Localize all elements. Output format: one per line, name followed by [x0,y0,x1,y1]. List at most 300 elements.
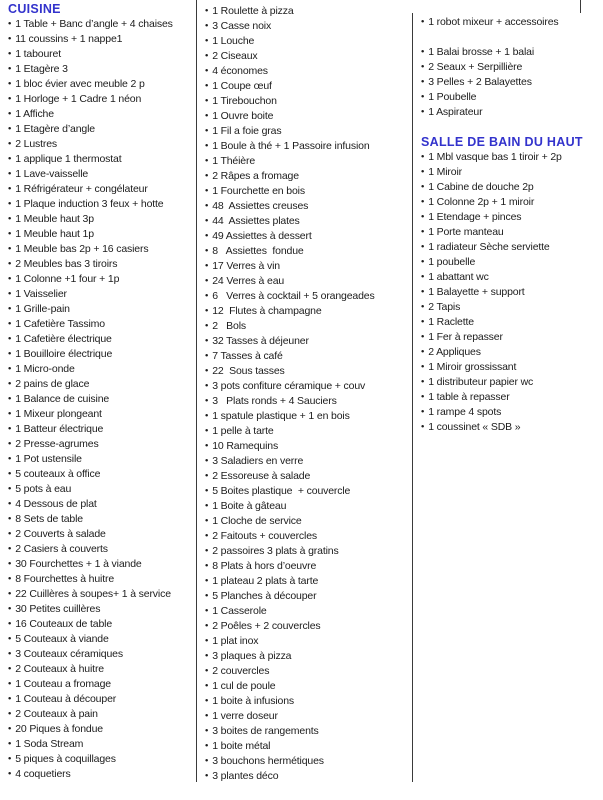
list-item [8,197,194,212]
bullet-icon: • [205,395,209,407]
list-item [8,242,194,257]
item-text: 1 Fourchette en bois [212,185,305,197]
item-text: 1 Horloge + 1 Cadre 1 néon [15,93,142,105]
list-item [8,272,194,287]
item-text: 1 Grille-pain [15,303,70,315]
bullet-icon: • [205,575,209,587]
item-text: 1 plateau 2 plats à tarte [212,575,319,587]
item-text: 1 Réfrigérateur + congélateur [15,183,148,195]
item-text: 1 distributeur papier wc [428,376,534,388]
list-item [421,15,601,30]
item-text: 1 Colonne 2p + 1 miroir [428,196,535,208]
bullet-icon: • [205,185,209,197]
bullet-icon: • [205,335,209,347]
list-item [421,315,601,330]
list-item [205,319,409,334]
bullet-icon: • [205,155,209,167]
list-item [8,92,194,107]
list-item [421,90,601,105]
item-text: 6 Verres à cocktail + 5 orangeades [212,290,375,302]
item-text: 4 économes [212,65,268,77]
list-item [421,165,601,180]
item-text: 1 Meuble bas 2p + 16 casiers [15,243,149,255]
item-text: 1 coussinet « SDB » [428,421,521,433]
item-text: 2 Couteaux à pain [15,708,98,720]
bullet-icon: • [421,421,425,433]
blank-line [421,120,601,135]
bullet-icon: • [8,468,12,480]
item-text: 3 Couteaux céramiques [15,648,123,660]
list-item [8,62,194,77]
bullet-icon: • [8,498,12,510]
item-text: 3 boites de rangements [212,725,319,737]
list-item [8,602,194,617]
item-text: 1 Louche [212,35,255,47]
list-item [205,739,409,754]
bullet-icon: • [421,226,425,238]
item-text: 5 Planches à découper [212,590,317,602]
bullet-icon: • [205,305,209,317]
item-text: 2 Appliques [428,346,481,358]
item-text: 1 Porte manteau [428,226,504,238]
bullet-icon: • [8,528,12,540]
list-item [8,17,194,32]
item-text: 2 Presse-agrumes [15,438,99,450]
item-text: 1 poubelle [428,256,476,268]
item-text: 2 Casiers à couverts [15,543,108,555]
list-item [8,47,194,62]
item-text: 1 Cloche de service [212,515,302,527]
list-item [8,212,194,227]
bullet-icon: • [205,665,209,677]
item-text: 1 Tirebouchon [212,95,277,107]
item-text: 3 pots confiture céramique + couv [212,380,366,392]
bullet-icon: • [8,363,12,375]
item-text: 1 rampe 4 spots [428,406,502,418]
list-item [421,195,601,210]
list-item [8,107,194,122]
column-kitchen-2 [205,4,409,784]
bullet-icon: • [8,693,12,705]
bullet-icon: • [205,215,209,227]
bullet-icon: • [8,543,12,555]
list-item [205,574,409,589]
list-item [8,347,194,362]
bullet-icon: • [8,183,12,195]
bullet-icon: • [8,168,12,180]
item-text: 3 bouchons hermétiques [212,755,324,767]
list-item [205,4,409,19]
list-item [205,49,409,64]
bullet-icon: • [8,228,12,240]
bullet-icon: • [205,260,209,272]
bullet-icon: • [205,725,209,737]
bullet-icon: • [8,78,12,90]
list-item [205,244,409,259]
list-item [8,32,194,47]
bullet-icon: • [8,348,12,360]
item-text: 1 Cabine de douche 2p [428,181,534,193]
bullet-icon: • [205,755,209,767]
bullet-icon: • [421,346,425,358]
bullet-icon: • [205,695,209,707]
bullet-icon: • [205,710,209,722]
list-item [205,634,409,649]
item-text: 48 Assiettes creuses [212,200,309,212]
list-item [8,332,194,347]
list-item [8,317,194,332]
bullet-icon: • [205,65,209,77]
list-item [421,45,601,60]
list-item [421,285,601,300]
bullet-icon: • [205,770,209,782]
bullet-icon: • [205,245,209,257]
list-item [421,330,601,345]
item-text: 1 Etagère d’angle [15,123,95,135]
item-text: 1 Etendage + pinces [428,211,522,223]
item-text: 7 Tasses à café [212,350,283,362]
bullet-icon: • [421,166,425,178]
item-text: 1 abattant wc [428,271,489,283]
item-text: 5 Boites plastique + couvercle [212,485,351,497]
bullet-icon: • [205,425,209,437]
bullet-icon: • [8,108,12,120]
bullet-icon: • [205,530,209,542]
bullet-icon: • [8,93,12,105]
item-text: 1 Couteau a fromage [15,678,111,690]
bullet-icon: • [421,256,425,268]
item-text: 1 Etagère 3 [15,63,68,75]
list-item [205,439,409,454]
bullet-icon: • [8,63,12,75]
item-text: 2 Faitouts + couvercles [212,530,317,542]
list-item [8,437,194,452]
bullet-icon: • [8,378,12,390]
list-item [205,559,409,574]
list-item [8,407,194,422]
list-item [421,345,601,360]
item-text: 8 Sets de table [15,513,83,525]
bullet-icon: • [205,440,209,452]
list-item [8,362,194,377]
bullet-icon: • [8,273,12,285]
list-item [421,300,601,315]
item-text: 12 Flutes à champagne [212,305,322,317]
list-item [8,662,194,677]
list-item [205,199,409,214]
list-item [421,390,601,405]
list-item [205,304,409,319]
list-item [8,677,194,692]
item-text: 20 Piques à fondue [15,723,103,735]
list-item [8,767,194,782]
item-text: 1 Casserole [212,605,267,617]
list-item [8,542,194,557]
list-item [205,754,409,769]
list-item [8,452,194,467]
item-text: 1 radiateur Sèche serviette [428,241,550,253]
item-text: 1 Miroir grossissant [428,361,517,373]
list-item [205,349,409,364]
list-item [205,484,409,499]
item-text: 5 piques à coquillages [15,753,116,765]
list-item [8,392,194,407]
item-text: 2 Meubles bas 3 tiroirs [15,258,118,270]
list-item [8,152,194,167]
item-text: 1 Coupe œuf [212,80,272,92]
bullet-icon: • [421,61,425,73]
column-kitchen-1 [8,2,194,782]
list-item [8,422,194,437]
item-text: 2 passoires 3 plats à gratins [212,545,339,557]
item-text: 24 Verres à eau [212,275,285,287]
list-item [205,424,409,439]
bullet-icon: • [8,768,12,780]
item-text: 8 Fourchettes à huitre [15,573,115,585]
bullet-icon: • [205,485,209,497]
item-text: 2 Seaux + Serpillière [428,61,523,73]
list-item [8,497,194,512]
list-item [421,240,601,255]
bullet-icon: • [205,500,209,512]
list-item [8,617,194,632]
bullet-icon: • [8,408,12,420]
bullet-icon: • [8,573,12,585]
bullet-icon: • [421,16,425,28]
item-text: 1 cul de poule [212,680,276,692]
item-text: 22 Cuillères à soupes+ 1 à service [15,588,171,600]
bullet-icon: • [205,230,209,242]
bullet-icon: • [8,663,12,675]
list-item [205,409,409,424]
list-item [205,79,409,94]
list-item [8,167,194,182]
list-item [205,334,409,349]
bullet-icon: • [421,271,425,283]
item-text: 8 Assiettes fondue [212,245,304,257]
item-text: 16 Couteaux de table [15,618,113,630]
item-text: 1 Balayette + support [428,286,525,298]
bullet-icon: • [8,618,12,630]
item-text: 11 coussins + 1 nappe1 [15,33,123,45]
item-text: 3 Saladiers en verre [212,455,304,467]
item-text: 5 pots à eau [15,483,72,495]
item-text: 22 Sous tasses [212,365,285,377]
bullet-icon: • [205,110,209,122]
item-text: 4 coquetiers [15,768,71,780]
bullet-icon: • [8,258,12,270]
bullet-icon: • [421,361,425,373]
list-item [205,214,409,229]
bullet-icon: • [421,376,425,388]
list-item [421,225,601,240]
bullet-icon: • [421,151,425,163]
bullet-icon: • [421,106,425,118]
bullet-icon: • [205,605,209,617]
list-item [8,137,194,152]
blank-line [421,30,601,45]
bullet-icon: • [8,483,12,495]
list-item [205,394,409,409]
bullet-icon: • [205,95,209,107]
list-item [205,19,409,34]
item-text: 44 Assiettes plates [212,215,300,227]
item-text: 1 Meuble haut 3p [15,213,94,225]
list-item [8,572,194,587]
item-text: 1 boite métal [212,740,271,752]
list-item [421,405,601,420]
item-text: 1 Mixeur plongeant [15,408,102,420]
list-item [8,512,194,527]
item-text: 1 robot mixeur + accessoires [428,16,559,28]
bullet-icon: • [8,393,12,405]
item-text: 1 Miroir [428,166,462,178]
item-text: 1 Meuble haut 1p [15,228,94,240]
bullet-icon: • [421,46,425,58]
bullet-icon: • [8,33,12,45]
list-item [8,227,194,242]
item-text: 1 Batteur électrique [15,423,104,435]
item-text: 4 Dessous de plat [15,498,97,510]
column-right [421,15,601,435]
item-text: 2 Lustres [15,138,58,150]
item-text: 30 Fourchettes + 1 à viande [15,558,142,570]
bullet-icon: • [205,80,209,92]
bullet-icon: • [205,680,209,692]
item-text: 1 Lave-vaisselle [15,168,89,180]
item-text: 1 Colonne +1 four + 1p [15,273,120,285]
item-text: 1 spatule plastique + 1 en bois [212,410,350,422]
list-item [8,722,194,737]
item-text: 1 Bouilloire électrique [15,348,113,360]
bullet-icon: • [205,50,209,62]
item-text: 1 Fil a foie gras [212,125,282,137]
item-text: 2 Couverts à salade [15,528,106,540]
item-text: 30 Petites cuillères [15,603,101,615]
list-item [421,375,601,390]
list-item [205,109,409,124]
column-divider-left [196,0,197,782]
list-item [8,557,194,572]
column-divider-right [412,13,413,782]
bullet-icon: • [8,303,12,315]
list-item [205,169,409,184]
item-text: 1 Ouvre boite [212,110,274,122]
section-header-salle-de-bain-du-haut: SALLE DE BAIN DU HAUT [421,135,583,149]
list-item [205,769,409,784]
item-text: 1 Poubelle [428,91,477,103]
list-item [8,737,194,752]
bullet-icon: • [8,213,12,225]
item-text: 1 Aspirateur [428,106,483,118]
bullet-icon: • [205,125,209,137]
item-text: 1 Couteau à découper [15,693,117,705]
bullet-icon: • [421,301,425,313]
item-text: 1 boite à infusions [212,695,294,707]
item-text: 1 Cafetière Tassimo [15,318,105,330]
item-text: 2 Poêles + 2 couvercles [212,620,321,632]
list-item [8,287,194,302]
list-item [205,529,409,544]
item-text: 8 Plats à hors d’oeuvre [212,560,317,572]
bullet-icon: • [8,723,12,735]
list-item [205,709,409,724]
list-item [8,707,194,722]
list-item [8,302,194,317]
item-text: 2 Bols [212,320,247,332]
bullet-icon: • [8,648,12,660]
item-text: 1 pelle à tarte [212,425,274,437]
list-item [421,60,601,75]
list-item [8,377,194,392]
column-divider-top-stub [580,0,581,13]
bullet-icon: • [421,391,425,403]
list-item [8,122,194,137]
bullet-icon: • [8,123,12,135]
bullet-icon: • [421,241,425,253]
list-item [421,105,601,120]
list-item [205,649,409,664]
list-item [421,255,601,270]
list-item [8,527,194,542]
bullet-icon: • [205,35,209,47]
bullet-icon: • [8,48,12,60]
section-header-cuisine: CUISINE [8,2,61,16]
item-text: 49 Assiettes à dessert [212,230,312,242]
list-item [205,64,409,79]
item-text: 1 verre doseur [212,710,278,722]
list-item [205,604,409,619]
item-text: 1 Balance de cuisine [15,393,110,405]
list-item [205,379,409,394]
list-item [205,139,409,154]
bullet-icon: • [205,20,209,32]
list-item [421,75,601,90]
bullet-icon: • [205,170,209,182]
item-text: 1 Fer à repasser [428,331,503,343]
list-item [421,270,601,285]
item-text: 1 tabouret [15,48,61,60]
bullet-icon: • [205,200,209,212]
bullet-icon: • [8,18,12,30]
bullet-icon: • [8,738,12,750]
bullet-icon: • [421,181,425,193]
list-item [205,94,409,109]
item-text: 3 plaques à pizza [212,650,292,662]
list-item [205,619,409,634]
list-item [205,514,409,529]
list-item [8,587,194,602]
item-text: 1 Balai brosse + 1 balai [428,46,535,58]
list-item [8,482,194,497]
item-text: 1 Micro-onde [15,363,75,375]
bullet-icon: • [421,196,425,208]
item-text: 3 plantes déco [212,770,279,782]
item-text: 1 Soda Stream [15,738,84,750]
bullet-icon: • [205,365,209,377]
item-text: 2 Râpes a fromage [212,170,299,182]
bullet-icon: • [8,198,12,210]
list-item [205,34,409,49]
item-text: 1 Pot ustensile [15,453,82,465]
item-text: 1 Table + Banc d’angle + 4 chaises [15,18,173,30]
list-item [205,499,409,514]
item-text: 5 Couteaux à viande [15,633,109,645]
bullet-icon: • [205,140,209,152]
bullet-icon: • [205,470,209,482]
item-text: 1 plat inox [212,635,259,647]
bullet-icon: • [8,318,12,330]
